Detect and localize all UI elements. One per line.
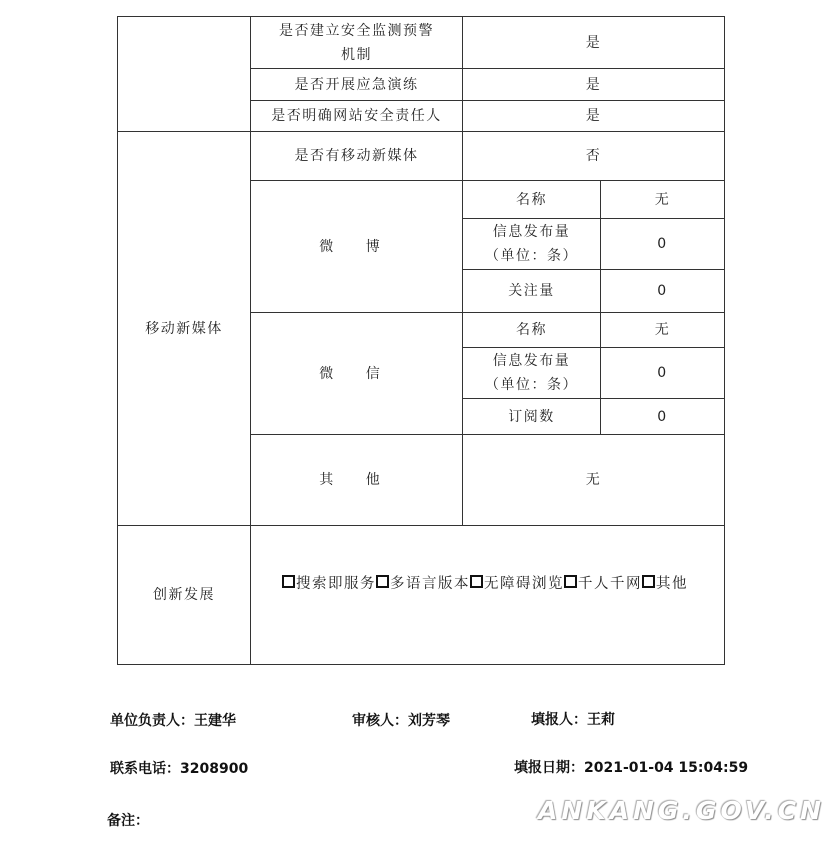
fill-date: 填报日期：2021-01-04 15:04:59 — [514, 760, 749, 776]
wechat-label: 微 信 — [319, 365, 394, 382]
unit-head: 单位负责人：王建华 — [110, 713, 236, 729]
site-watermark: ANKANG.GOV.CN — [538, 796, 826, 825]
weibo-followers-value: 0 — [657, 283, 668, 299]
mobile-media-section-label: 移动新媒体 — [145, 320, 223, 337]
checkbox-icon[interactable] — [470, 575, 483, 588]
innovation-option-other[interactable]: 其他 — [642, 572, 688, 593]
weibo-posts-label: 信息发布量 （单位：条） — [485, 224, 578, 264]
weibo-name-value: 无 — [654, 191, 671, 208]
other-media-label: 其 他 — [319, 472, 394, 488]
wechat-name-label: 名称 — [516, 322, 547, 338]
innovation-option-search[interactable]: 搜索即服务 — [282, 572, 376, 593]
wechat-posts-value: 0 — [657, 365, 668, 381]
weibo-name-label: 名称 — [516, 191, 547, 208]
innovation-option-accessible[interactable]: 无障碍浏览 — [470, 572, 564, 593]
checkbox-icon[interactable] — [642, 575, 655, 588]
filler: 填报人：王莉 — [531, 712, 615, 728]
drill-value: 是 — [585, 76, 602, 93]
contact-phone: 联系电话：3208900 — [110, 761, 249, 777]
responsible-value: 是 — [585, 108, 602, 124]
innovation-section-label: 创新发展 — [153, 587, 215, 603]
drill-label: 是否开展应急演练 — [294, 76, 419, 93]
wechat-subscribers-value: 0 — [657, 408, 668, 425]
responsible-label: 是否明确网站安全责任人 — [271, 108, 442, 124]
weibo-followers-label: 关注量 — [508, 283, 555, 299]
weibo-label: 微 博 — [319, 238, 394, 255]
checkbox-icon[interactable] — [376, 575, 389, 588]
has-media-label: 是否有移动新媒体 — [294, 148, 419, 164]
wechat-name-value: 无 — [654, 322, 671, 338]
weibo-posts-value: 0 — [657, 236, 668, 252]
remark: 备注： — [107, 813, 149, 829]
innovation-option-multilingual[interactable]: 多语言版本 — [376, 572, 470, 593]
early-warning-value: 是 — [585, 34, 602, 51]
innovation-option-personalized[interactable]: 千人千网 — [564, 572, 642, 593]
reviewer: 审核人：刘芳琴 — [352, 713, 450, 729]
early-warning-label: 是否建立安全监测预警 机制 — [279, 22, 434, 63]
wechat-posts-label: 信息发布量 （单位：条） — [485, 353, 578, 393]
checkbox-icon[interactable] — [564, 575, 577, 588]
has-media-value: 否 — [585, 148, 602, 164]
wechat-subscribers-label: 订阅数 — [508, 408, 555, 425]
other-media-value: 无 — [585, 472, 602, 488]
checkbox-icon[interactable] — [282, 575, 295, 588]
innovation-options — [282, 572, 688, 593]
